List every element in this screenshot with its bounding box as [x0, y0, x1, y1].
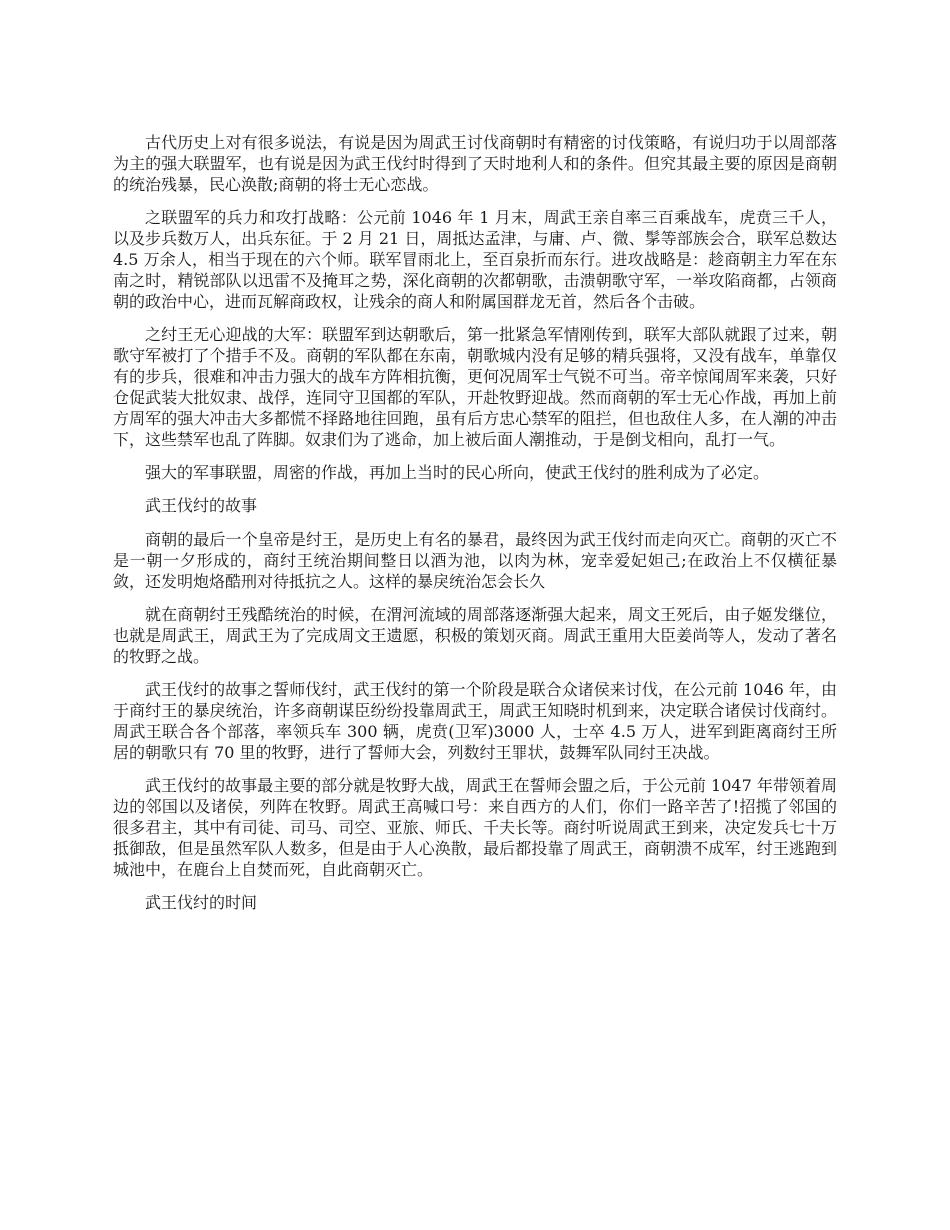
- paragraph-zhou-army: 之纣王无心迎战的大军：联盟军到达朝歌后，第一批紧急军情刚传到，联军大部队就跟了过来，朝歌守军被打了个措手不及。商朝的军队都在东南，朝歌城内没有足够的精兵强将，又没有战车，单靠仅有的步兵，很难和冲击力强大的战车方阵相抗衡，更何况周军士气锐不可当。帝辛惊闻周军来袭，只好仓促武装大批奴隶、战俘，连同守卫国都的军队，开赴牧野迎战。然而商朝的军士无心作战，再加上前方周军的强大冲击大多都慌不择路地往回跑，虽有后方忠心禁军的阻拦，但也敌住人多，在人潮的冲击下，这些禁军也乱了阵脚。奴隶们为了逃命，加上被后面人潮推动，于是倒戈相向，乱打一气。: [113, 325, 837, 449]
- heading-story: 武王伐纣的故事: [145, 496, 258, 515]
- paragraph-rise-of-zhou: 就在商朝纣王残酷统治的时候，在渭河流域的周部落逐渐强大起来，周文王死后，由子姬发继位，也就是周武王，周武王为了完成周文王遗愿，积极的策划灭商。周武王重用大臣姜尚等人，发动了著名的牧野之战。: [113, 605, 837, 666]
- heading-time: 武王伐纣的时间: [145, 893, 258, 912]
- document-page: [113, 132, 837, 926]
- paragraph-conclusion: 强大的军事联盟，周密的作战，再加上当时的民心所向，使武王伐纣的胜利成为了必定。: [145, 463, 770, 482]
- paragraph-oath: 武王伐纣的故事之誓师伐纣，武王伐纣的第一个阶段是联合众诸侯来讨伐，在公元前 1046 年，由于商纣王的暴戾统治，许多商朝谋臣纷纷投靠周武王，周武王知晓时机到来，决定联合诸侯讨伐商纣。周武王联合各个部落，率领兵车 300 辆，虎贲(卫军)3000 人，士卒 4.5 万人，进军到距离商纣王所居的朝歌只有 70 里的牧野，进行了誓师大会，列数纣王罪状，鼓舞军队同纣王决战。: [113, 680, 837, 762]
- paragraph-battle-of-muye: 武王伐纣的故事最主要的部分就是牧野大战，周武王在誓师会盟之后，于公元前 1047 年带领着周边的邻国以及诸侯，列阵在牧野。周武王高喊口号：来自西方的人们，你们一路辛苦了!招揽了邻国的很多君主，其中有司徒、司马、司空、亚旅、师氏、千夫长等。商纣听说周武王到来，决定发兵七十万抵御敌，但是虽然军队人数多，但是由于人心涣散，最后都投靠了周武王，商朝溃不成军，纣王逃跑到城池中，在鹿台上自焚而死，自此商朝灭亡。: [113, 776, 837, 879]
- paragraph-last-emperor: 商朝的最后一个皇帝是纣王，是历史上有名的暴君，最终因为武王伐纣而走向灭亡。商朝的灭亡不是一朝一夕形成的，商纣王统治期间整日以酒为池，以肉为林，宠幸爱妃妲己;在政治上不仅横征暴敛，还发明炮烙酷刑对待抵抗之人。这样的暴戾统治怎会长久: [113, 530, 837, 591]
- paragraph-alliance-strategy: 之联盟军的兵力和攻打战略：公元前 1046 年 1 月末，周武王亲自率三百乘战车，虎贲三千人，以及步兵数万人，出兵东征。于 2 月 21 日，周抵达孟津，与庸、卢、微、髳等部族会合，联军总数达 4.5 万余人，相当于现在的六个师。联军冒雨北上，至百泉折而东行。进攻战略是：趁商朝主力军在东南之时，精锐部队以迅雷不及掩耳之势，深化商朝的次都朝歌，击溃朝歌守军，一举攻陷商都，占领商朝的政治中心，进而瓦解商政权，让残余的商人和附属国群龙无首，然后各个击破。: [113, 208, 837, 311]
- paragraph-causes: 古代历史上对有很多说法，有说是因为周武王讨伐商朝时有精密的讨伐策略，有说归功于以周部落为主的强大联盟军，也有说是因为武王伐纣时得到了天时地利人和的条件。但究其最主要的原因是商朝的统治残暴，民心涣散;商朝的将士无心恋战。: [113, 133, 837, 194]
